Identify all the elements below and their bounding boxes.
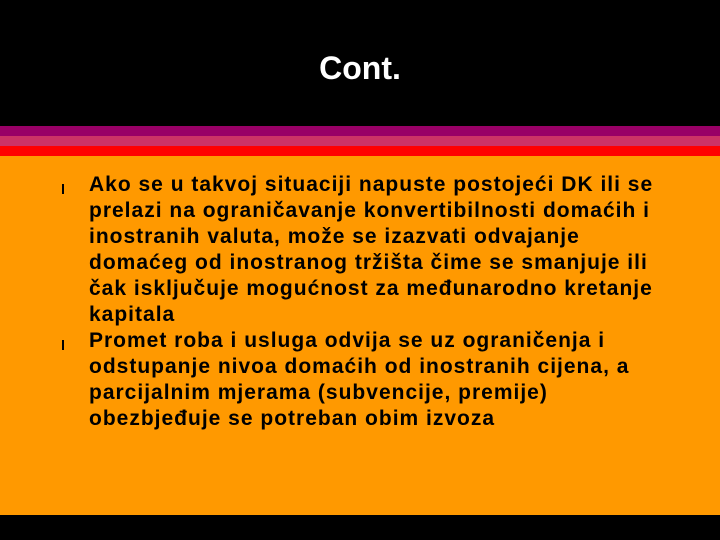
decorative-stripe-red bbox=[0, 146, 720, 156]
bullet-text: Promet roba i usluga odvija se uz ograničenja i odstupanje nivoa domaćih od inostranih cijena, a parcijalnim mjerama (subvencije, premije) obezbjeđuje se potreban obim izvoza bbox=[89, 329, 630, 430]
decorative-stripe-pink bbox=[0, 136, 720, 146]
slide-title: Cont. bbox=[319, 50, 401, 86]
bullet-item bbox=[0, 328, 669, 432]
bullet-marker-icon bbox=[62, 340, 64, 350]
slide-content bbox=[0, 156, 720, 515]
decorative-stripe-purple bbox=[0, 126, 720, 136]
slide-bottom-bar bbox=[0, 515, 720, 540]
bullet-marker-icon bbox=[62, 184, 64, 194]
slide-header bbox=[0, 0, 720, 126]
bullet-list bbox=[0, 172, 720, 432]
bullet-text: Ako se u takvoj situaciji napuste postojeći DK ili se prelazi na ograničavanje konvertibilnosti domaćih i inostranih valuta, može se izazvati odvajanje domaćeg od inostranog tržišta čime se smanjuje ili čak isključuje mogućnost za međunarodno kretanje kapitala bbox=[89, 173, 654, 326]
bullet-item bbox=[0, 172, 669, 328]
